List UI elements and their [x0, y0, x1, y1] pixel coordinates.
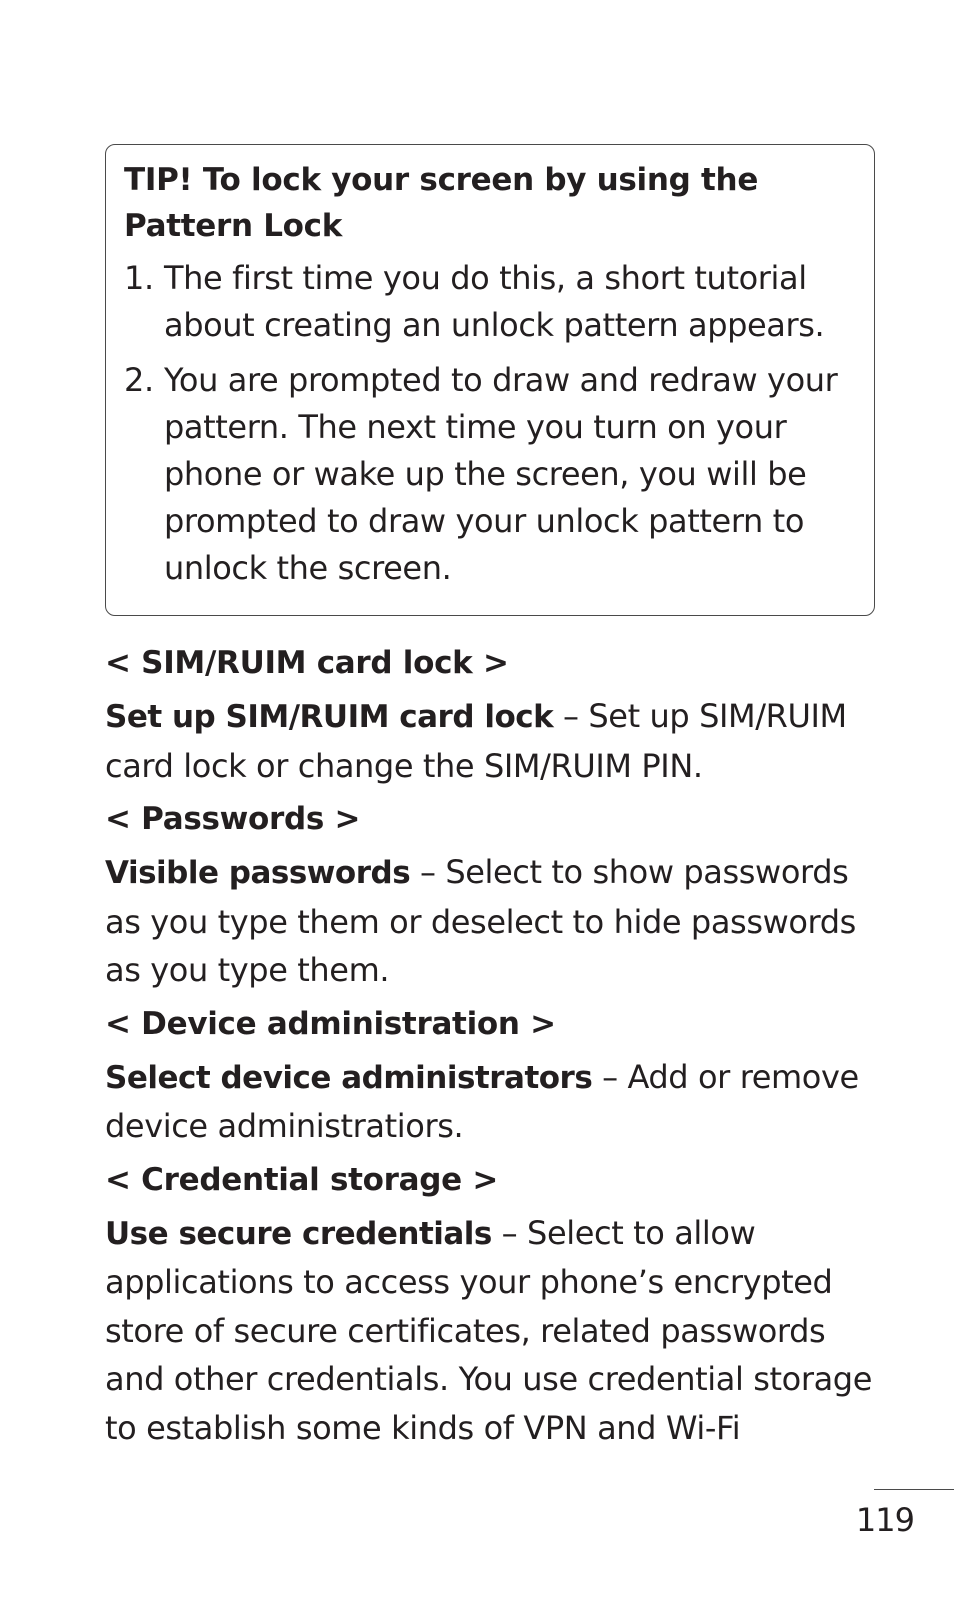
entry-device-admins [105, 1053, 885, 1151]
section-heading-passwords: < Passwords > [105, 801, 361, 837]
entry-term: Set up SIM/RUIM card lock [105, 699, 554, 735]
tip-step-2 [124, 357, 856, 592]
entry-secure-credentials [105, 1209, 885, 1453]
tip-box [105, 144, 875, 616]
entry-description: – Select to show passwords as you type them or deselect to hide passwords as you type them. [105, 853, 856, 989]
tip-title: TIP! To lock your screen by using the Pattern Lock [124, 162, 759, 244]
entry-description: – Add or remove device administratiors. [105, 1057, 859, 1145]
entry-sim-lock [105, 692, 885, 790]
entry-description: – Select to allow applications to access your phone’s encrypted store of secure certificates, related passwords and other credentials. You use credential storage to establish some kinds of VPN and Wi-Fi [105, 1213, 872, 1447]
step-number: 2. [124, 361, 154, 399]
step-text: The first time you do this, a short tutorial about creating an unlock pattern appears. [164, 259, 825, 344]
tip-steps-list [124, 255, 856, 592]
section-heading-device-admin: < Device administration > [105, 1005, 556, 1042]
entry-term: Visible passwords [105, 855, 411, 891]
entry-description: – Set up SIM/RUIM card lock or change the SIM/RUIM PIN. [105, 697, 847, 785]
tip-step-1 [124, 255, 856, 349]
entry-term: Use secure credentials [105, 1215, 492, 1252]
entry-visible-passwords [105, 848, 885, 995]
settings-content [105, 640, 885, 1458]
section-heading-sim-lock: < SIM/RUIM card lock > [105, 645, 509, 681]
step-number: 1. [124, 259, 154, 297]
page-number: 119 [855, 1501, 914, 1539]
page-number-rule [874, 1489, 954, 1490]
step-text: You are prompted to draw and redraw your pattern. The next time you turn on your phone or wake up the screen, you will be prompted to draw your unlock pattern to unlock the screen. [164, 361, 838, 587]
section-heading-credential-storage: < Credential storage > [105, 1161, 499, 1198]
entry-term: Select device administrators [105, 1059, 593, 1096]
